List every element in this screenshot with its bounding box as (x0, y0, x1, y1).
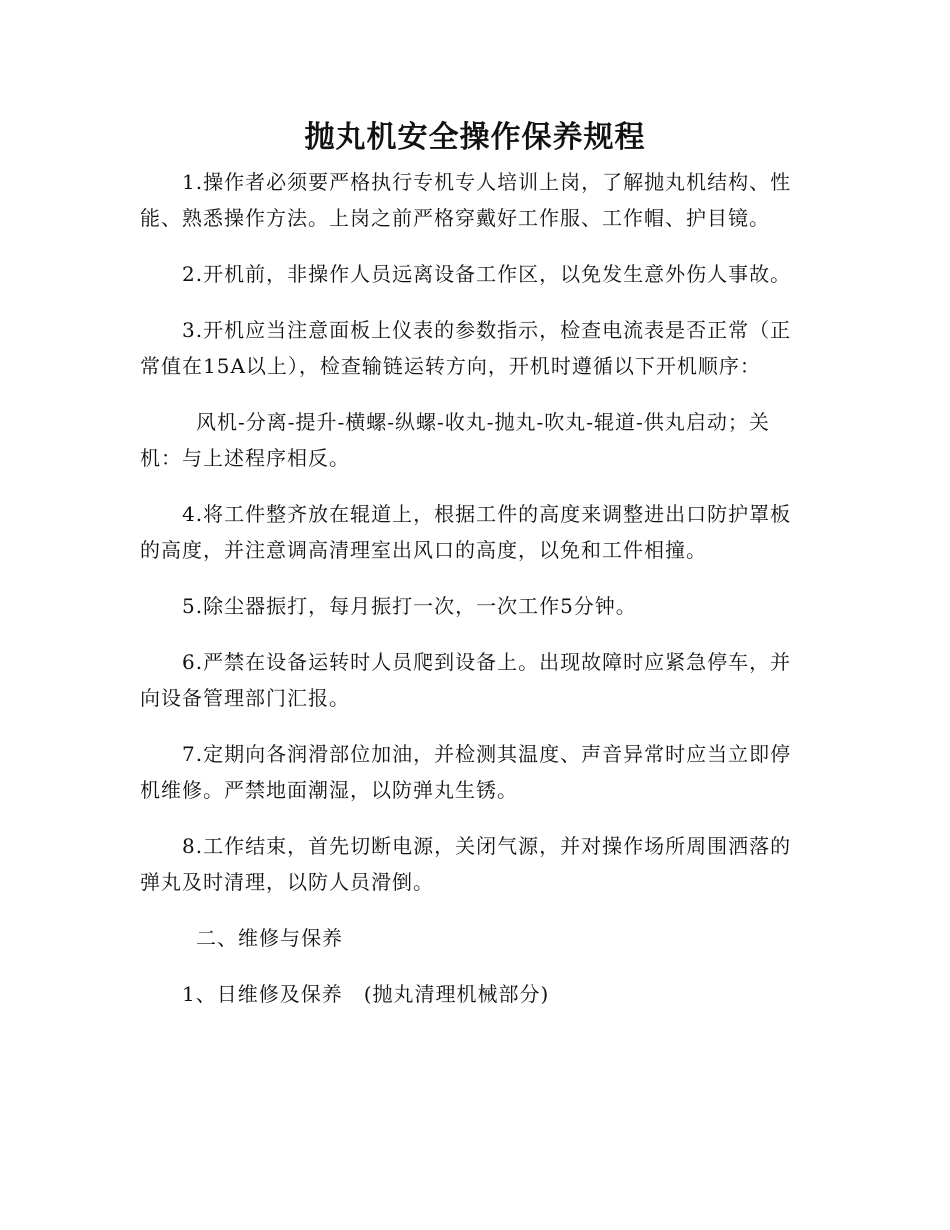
document-body (140, 164, 810, 1032)
paragraph-rule-5: 5.除尘器振打，每月振打一次，一次工作5分钟。 (182, 594, 637, 618)
paragraph-rule-6: 6.严禁在设备运转时人员爬到设备上。出现故障时应紧急停车，并向设备管理部门汇报。 (140, 650, 792, 710)
paragraph-rule-7: 7.定期向各润滑部位加油，并检测其温度、声音异常时应当立即停机维修。严禁地面潮湿，以防弹丸生锈。 (140, 742, 792, 802)
paragraph-rule-2: 2.开机前，非操作人员远离设备工作区，以免发生意外伤人事故。 (182, 262, 792, 286)
paragraph-rule-4: 4.将工件整齐放在辊道上，根据工件的高度来调整进出口防护罩板的高度，并注意调高清理室出风口的高度，以免和工件相撞。 (140, 502, 792, 562)
paragraph-rule-3: 3.开机应当注意面板上仪表的参数指示，检查电流表是否正常（正常值在15A以上），检查输链运转方向，开机时遵循以下开机顺序： (140, 318, 792, 378)
paragraph-rule-1: 1.操作者必须要严格执行专机专人培训上岗，了解抛丸机结构、性能、熟悉操作方法。上岗之前严格穿戴好工作服、工作帽、护目镜。 (140, 170, 792, 230)
document-title: 抛丸机安全操作保养规程 (304, 120, 646, 155)
paragraph-rule-8: 8.工作结束，首先切断电源，关闭气源，并对操作场所周围洒落的弹丸及时清理，以防人员滑倒。 (140, 834, 792, 894)
subsection-heading-daily: 1、日维修及保养 (抛丸清理机械部分) (182, 982, 550, 1006)
paragraph-startup-sequence: 风机-分离-提升-横螺-纵螺-收丸-抛丸-吹丸-辊道-供丸启动；关机：与上述程序相反。 (140, 410, 770, 470)
section-heading-maintenance: 二、维修与保养 (196, 926, 343, 950)
